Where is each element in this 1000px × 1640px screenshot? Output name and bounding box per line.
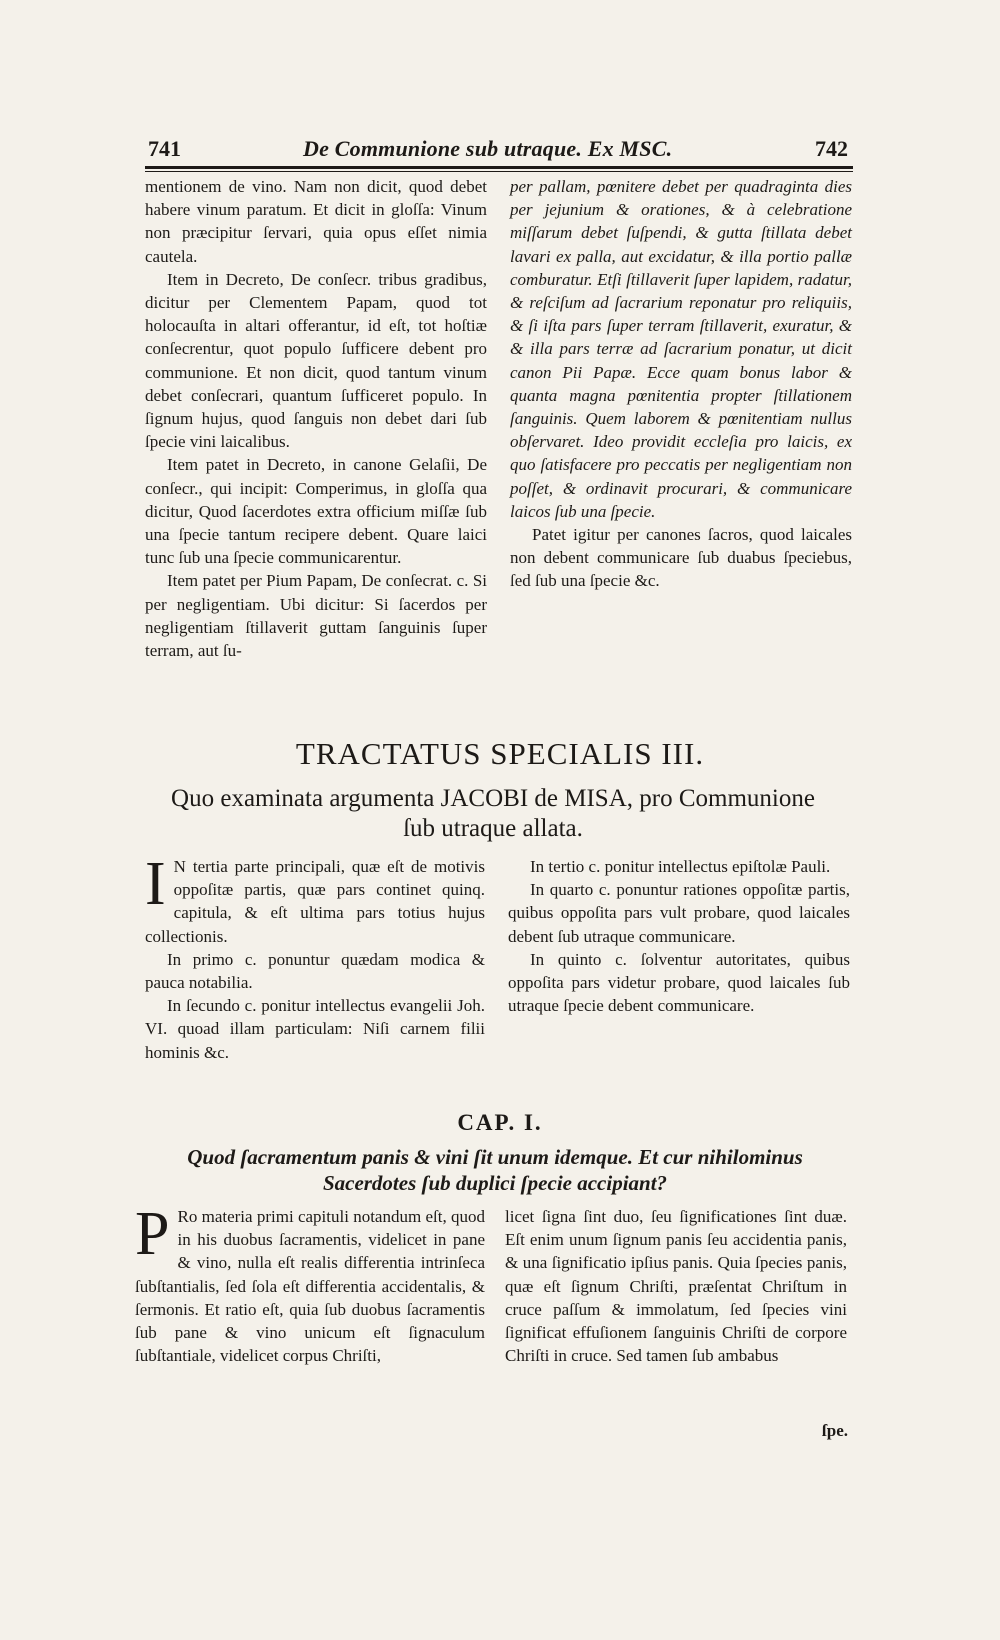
paragraph: Item patet in Decreto, in canone Gelaſii, De conſecr., qui incipit: Comperimus, in gloſſa qua dicitur, Quod ſacerdotes extra officium miſſæ ſub una ſpecie tantum recipere debent. Quare laici tunc ſub una ſpecie communicarentur.: [145, 455, 487, 568]
paragraph: In tertio c. ponitur intellectus epiſtolæ Pauli.: [530, 857, 831, 876]
tractatus-title: TRACTATUS SPECIALIS III.: [295, 736, 705, 771]
paragraph: [145, 850, 485, 948]
paragraph: In ſecundo c. ponitur intellectus evangelii Joh. VI. quoad illam particulam: Niſi carnem filii hominis &c.: [145, 996, 485, 1062]
paragraph: mentionem de vino. Nam non dicit, quod debet habere vinum paratum. Et dicit in gloſſa: Vinum non præcipitur ſervari, quia opus eſſet nimia cautela.: [145, 177, 487, 266]
page-number-left: 741: [148, 136, 181, 161]
chapter-column-right: [505, 1205, 847, 1367]
paragraph: In quinto c. ſolventur autoritates, quibus oppoſita pars videtur probare, quod laicales ſub utraque ſpecie debent communicare.: [508, 949, 850, 1016]
header-rule: [145, 166, 853, 169]
paragraph: [135, 1200, 485, 1367]
paragraph: In primo c. ponuntur quædam modica & pauca notabilia.: [145, 949, 485, 993]
paragraph-text: N tertia parte principali, quæ eſt de motivis oppoſitæ partis, quæ pars continet quinq. capitula, & eſt ultima pars totius hujus collectionis.: [145, 857, 485, 946]
header-rule-thin: [145, 171, 853, 172]
paragraph: Item in Decreto, De conſecr. tribus gradibus, dicitur per Clementem Papam, quod tot holocauſta in altari offerantur, id eſt, tot hoſtiæ conſecrentur, quot populo ſufficere debent pro communione. Et non dicit, quod tantum vinum debet conſecrari, quantum ſufficeret populo. In ſignum hujus, quod ſanguis non debet dari ſub ſpecie vini laicalibus.: [145, 269, 487, 452]
running-title: De Communione sub utraque. Ex MSC.: [303, 136, 673, 161]
drop-capital: P: [135, 1200, 170, 1268]
paragraph: In quarto c. ponuntur rationes oppoſitæ partis, quibus oppoſita pars vult probare, quod laicales debent ſub utraque communicare.: [508, 880, 850, 946]
catchword: ſpe.: [822, 1421, 848, 1440]
column-right-top: [510, 175, 852, 593]
paragraph: Item patet per Pium Papam, De conſecrat. c. Si per negligentiam. Ubi dicitur: Si ſacerdos per negligentiam ſtillaverit guttam ſanguinis ſuper terram, aut ſu-: [145, 571, 487, 661]
paragraph: per pallam, pœnitere debet per quadraginta dies per jejunium & orationes, & à celebratione miſſarum debet ſuſpendi, & gutta ſtillata debet lavari ex palla, aut excidatur, & illa portio pallæ comburatur. Etſi ſtillaverit ſuper lapidem, radatur, & reſciſum ad ſacrarium reponatur pro reliquiis, & ſi iſta pars ſuper terram ſtillaverit, exuratur, & & illa pars terræ ad ſacrarium ponatur, ut dicit canon Pii Papæ. Ecce quam bonus labor & quanta magna pœnitentia propter ſtillationem ſanguinis. Quem laborem & pœnitentiam nullus obſervaret. Ideo providit eccleſia pro laicis, ex quo ſatisfacere pro peccatis per negligentiam non poſſet, & ordinavit procurari, & communicare laicos ſub una ſpecie.: [510, 177, 852, 521]
chapter-heading: CAP. I.: [457, 1110, 543, 1135]
tractatus-column-right: [508, 855, 850, 1017]
paragraph: licet ſigna ſint duo, ſeu ſignificationes ſint duæ. Eſt enim unum ſignum panis ſeu accidentia panis, & una ſignificatio ipſius panis. Quia ſpecies panis, quæ eſt ſignum Chriſti, præſentat Chriſtum in cruce paſſum & immolatum, ſed ſpecies vini ſignificat effuſionem ſanguinis Chriſti de corpore Chriſti in cruce. Sed tamen ſub ambabus: [505, 1207, 847, 1366]
drop-capital: I: [145, 850, 166, 918]
page-number-right: 742: [815, 136, 848, 161]
chapter-column-left: [135, 1200, 485, 1367]
column-left-top: [145, 175, 487, 662]
tractatus-column-left: [145, 850, 485, 1064]
paragraph-text: Ro materia primi capituli notandum eſt, quod in his duobus ſacramentis, videlicet in pane & vino, nulla eſt realis differentia intrinſeca ſubſtantialis, ſed ſola eſt differentia accidentalis, & ſermonis. Et ratio eſt, quia ſub duobus ſacramentis ſub pane & vino unicum eſt ſignaculum ſubſtantiale, videlicet corpus Chriſti,: [135, 1207, 485, 1366]
tractatus-subtitle: Quo examinata argumenta JACOBI de MISA, pro Communione ſub utraque allata.: [171, 785, 815, 842]
chapter-title: Quod ſacramentum panis & vini ſit unum idemque. Et cur nihilominus Sacerdotes ſub duplici ſpecie accipiant?: [187, 1145, 803, 1195]
page-header: [148, 136, 848, 170]
paragraph: Patet igitur per canones ſacros, quod laicales non debent communicare ſub duabus ſpeciebus, ſed ſub una ſpecie &c.: [510, 525, 852, 591]
